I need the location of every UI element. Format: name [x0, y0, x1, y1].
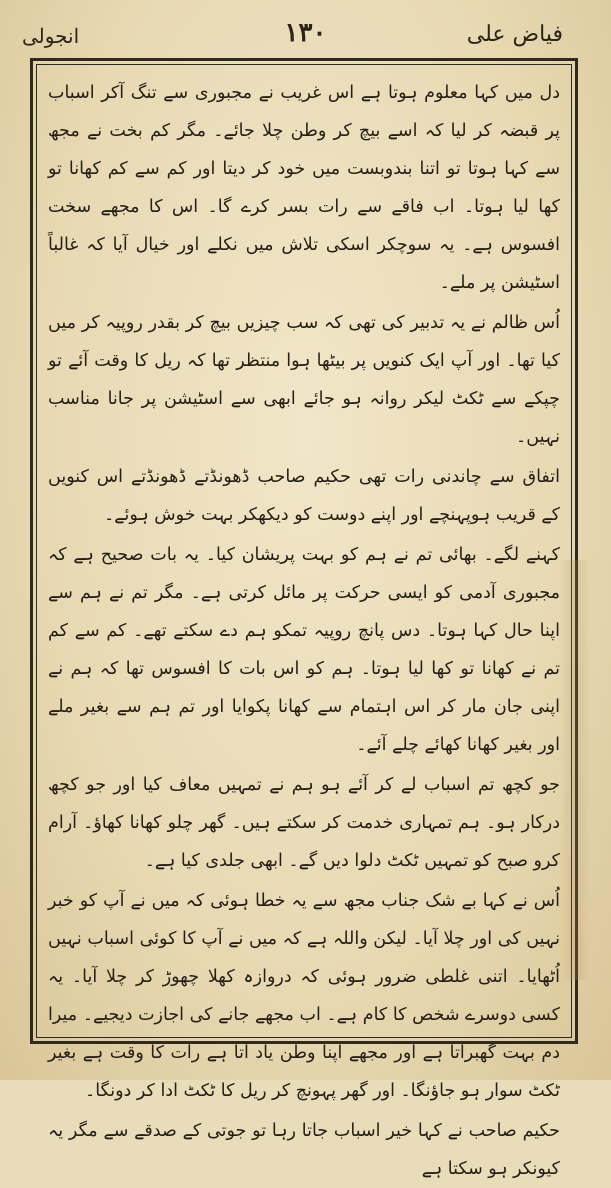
paragraph-3: اتفاق سے چاندنی رات تھی حکیم صاحب ڈھونڈتے ڈھونڈتے اس کنویں کے قریب ہوپہنچے اور اپنے دوست کو دیکھکر بہت خوش ہوئے۔ [48, 467, 560, 525]
paragraph-7: حکیم صاحب نے کہا خیر اسباب جاتا رہا تو جوتی کے صدقے سے مگر یہ کیونکر ہو سکتا ہے [48, 1121, 560, 1179]
running-title-right: فیاض علی [466, 22, 563, 47]
page-number: ۱۳۰ [284, 18, 327, 48]
page-body [48, 74, 560, 1179]
paragraph-6: اُس نے کہا بے شک جناب مجھ سے یہ خطا ہوئی کہ میں نے آپ کو خبر نہیں کی اور چلا آیا۔ لیکن واللہ ہے کہ میں نے آپ کا کوئی اسباب نہیں اُٹھایا۔ اتنی غلطی ضرور ہوئی کہ دروازہ کھلا چھوڑ کر چلا آیا۔ یہ کسی دوسرے شخص کا کام ہے۔ اب مجھے جانے کی اجازت دیجیے۔ میرا دم بہت گھبراتا ہے اور مجھے اپنا وطن یاد آتا ہے رات کا وقت ہے بغیر ٹکٹ سوار ہو جاؤنگا۔ اور گھر پہونچ کر ریل کا ٹکٹ ادا کر دونگا۔ [48, 891, 560, 1101]
paragraph-5: جو کچھ تم اسباب لے کر آئے ہو ہم نے تمہیں معاف کیا اور جو کچھ درکار ہو۔ ہم تمہاری خدمت کر سکتے ہیں۔ گھر چلو کھانا کھاؤ۔ آرام کرو صبح کو تمہیں ٹکٹ دلوا دیں گے۔ ابھی جلدی کیا ہے۔ [48, 775, 560, 871]
paragraph-4: کہنے لگے۔ بھائی تم نے ہم کو بہت پریشان کیا۔ یہ بات صحیح ہے کہ مجبوری آدمی کو ایسی حرکت پر مائل کرتی ہے۔ مگر تم نے ہم سے اپنا حال کہا ہوتا۔ دس پانچ روپیہ تمکو ہم دے سکتے تھے۔ کم سے کم تم نے کھانا تو کھا لیا ہوتا۔ ہم کو اس بات کا افسوس تھا کہ ہم نے اپنی جان مار کر اس اہتمام سے کھانا پکوایا اور تم ہم سے بغیر ملے اور بغیر کھانا کھائے چلے آئے۔ [48, 545, 560, 755]
paragraph-2: اُس ظالم نے یہ تدبیر کی تھی کہ سب چیزیں بیچ کر بقدر روپیہ کر میں کیا تھا۔ اور آپ ایک کنویں پر بیٹھا ہوا منتظر تھا کہ ریل کا وقت آئے تو چپکے سے ٹکٹ لیکر روانہ ہو جائے ابھی سے اسٹیشن پر جانا مناسب نہیں۔ [48, 313, 560, 447]
page-header [20, 18, 591, 52]
paragraph-1: دل میں کہا معلوم ہوتا ہے اس غریب نے مجبوری سے تنگ آکر اسباب پر قبضہ کر لیا کہ اسے بیچ کر وطن چلا جائے۔ مگر کم بخت نے مجھ سے کہا ہوتا تو اتنا بندوبست میں خود کر دیتا اور کم سے کم کھانا تو کھا لیا ہوتا۔ اب فاقے سے رات بسر کرے گا۔ اس کا مجھے سخت افسوس ہے۔ یہ سوچکر اسکی تلاش میں نکلے اور خیال آیا کہ غالباً اسٹیشن پر ملے۔ [48, 83, 560, 293]
paper-stain [560, 560, 590, 980]
running-title-left: انجولی [22, 24, 80, 48]
